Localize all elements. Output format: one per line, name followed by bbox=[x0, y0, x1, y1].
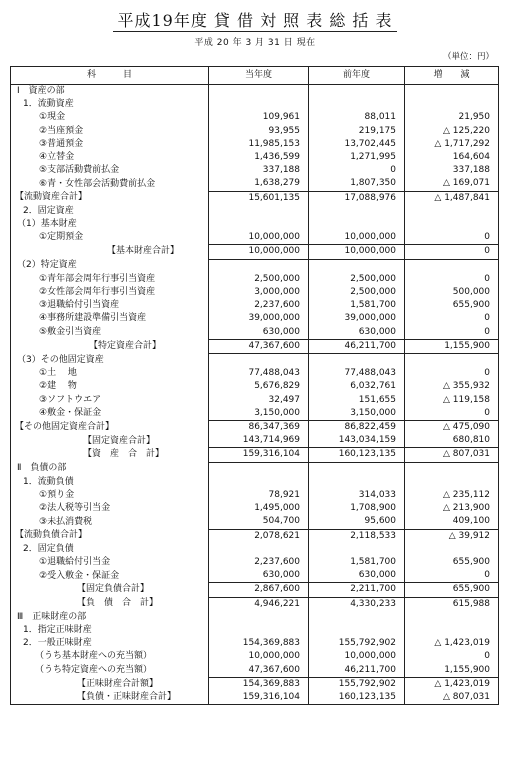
row-label: 【特定資産合計】 bbox=[11, 339, 209, 353]
row-label: 2．固定負債 bbox=[11, 543, 209, 556]
row-change-value bbox=[405, 354, 499, 368]
row-current-value: 47,367,600 bbox=[209, 664, 309, 678]
row-change-value: 0 bbox=[405, 650, 499, 663]
row-change-value: 0 bbox=[405, 367, 499, 380]
row-label: 【固定負債合計】 bbox=[11, 583, 209, 597]
row-previous-value: 77,488,043 bbox=[309, 367, 405, 380]
table-row bbox=[11, 448, 499, 462]
row-current-value: 11,985,153 bbox=[209, 138, 309, 151]
row-current-value: 2,237,600 bbox=[209, 299, 309, 312]
row-previous-value: 314,033 bbox=[309, 489, 405, 502]
row-previous-value: 46,211,700 bbox=[309, 664, 405, 678]
row-previous-value: 88,011 bbox=[309, 111, 405, 124]
balance-sheet-table bbox=[10, 66, 499, 705]
table-row bbox=[11, 543, 499, 556]
row-previous-value: 39,000,000 bbox=[309, 312, 405, 325]
document-title-text: 平成19年度 貸 借 対 照 表 総 括 表 bbox=[113, 11, 396, 32]
row-label: 【流動資産合計】 bbox=[11, 191, 209, 205]
row-change-value bbox=[405, 462, 499, 476]
table-row bbox=[11, 339, 499, 353]
table-row bbox=[11, 205, 499, 218]
row-change-value: △ 807,031 bbox=[405, 448, 499, 462]
row-change-value: 0 bbox=[405, 326, 499, 340]
row-current-value: 3,150,000 bbox=[209, 407, 309, 421]
row-previous-value: 2,211,700 bbox=[309, 583, 405, 597]
header-account: 科 目 bbox=[11, 67, 209, 85]
row-previous-value bbox=[309, 476, 405, 489]
row-current-value: 1,436,599 bbox=[209, 151, 309, 164]
table-row bbox=[11, 407, 499, 421]
row-change-value: 21,950 bbox=[405, 111, 499, 124]
row-change-value bbox=[405, 85, 499, 99]
row-label: （うち基本財産への充当額） bbox=[11, 650, 209, 663]
table-row bbox=[11, 529, 499, 543]
row-previous-value bbox=[309, 624, 405, 637]
row-current-value: 2,500,000 bbox=[209, 273, 309, 286]
row-label: 【その他固定資産合計】 bbox=[11, 421, 209, 435]
row-change-value: △ 807,031 bbox=[405, 691, 499, 705]
header-change: 増 減 bbox=[405, 67, 499, 85]
row-change-value bbox=[405, 205, 499, 218]
row-current-value: 2,237,600 bbox=[209, 556, 309, 569]
row-previous-value bbox=[309, 354, 405, 368]
row-current-value: 154,369,883 bbox=[209, 677, 309, 691]
row-current-value bbox=[209, 354, 309, 368]
row-change-value: 1,155,900 bbox=[405, 339, 499, 353]
row-current-value: 32,497 bbox=[209, 394, 309, 407]
row-current-value: 159,316,104 bbox=[209, 691, 309, 705]
row-previous-value bbox=[309, 259, 405, 273]
table-row bbox=[11, 677, 499, 691]
row-change-value: 0 bbox=[405, 312, 499, 325]
row-current-value bbox=[209, 205, 309, 218]
row-current-value: 630,000 bbox=[209, 326, 309, 340]
row-previous-value: 6,032,761 bbox=[309, 380, 405, 393]
row-label: （1）基本財産 bbox=[11, 218, 209, 231]
row-label: 【基本財産合計】 bbox=[11, 245, 209, 259]
document-title bbox=[0, 8, 510, 31]
row-label: ①退職給付引当金 bbox=[11, 556, 209, 569]
row-label: ⑥青・女性部会活動費前払金 bbox=[11, 177, 209, 191]
row-label: ①青年部会周年行事引当資産 bbox=[11, 273, 209, 286]
row-label: 【固定資産合計】 bbox=[11, 434, 209, 448]
row-previous-value: 13,702,445 bbox=[309, 138, 405, 151]
row-label: （2）特定資産 bbox=[11, 259, 209, 273]
row-previous-value: 143,034,159 bbox=[309, 434, 405, 448]
row-previous-value: 3,150,000 bbox=[309, 407, 405, 421]
unit-label: （単位：円） bbox=[442, 52, 494, 62]
row-label: 【正味財産合計額】 bbox=[11, 677, 209, 691]
row-current-value: 39,000,000 bbox=[209, 312, 309, 325]
table-body bbox=[11, 85, 499, 705]
row-current-value: 10,000,000 bbox=[209, 245, 309, 259]
table-row bbox=[11, 691, 499, 705]
table-row bbox=[11, 664, 499, 678]
row-current-value: 159,316,104 bbox=[209, 448, 309, 462]
row-change-value: △ 119,158 bbox=[405, 394, 499, 407]
header-previous-year: 前年度 bbox=[309, 67, 405, 85]
row-change-value: △ 1,487,841 bbox=[405, 191, 499, 205]
table-row bbox=[11, 476, 499, 489]
row-label: 【負債・正味財産合計】 bbox=[11, 691, 209, 705]
row-label: 2．一般正味財産 bbox=[11, 637, 209, 650]
row-change-value: △ 213,900 bbox=[405, 502, 499, 515]
row-label: ②建 物 bbox=[11, 380, 209, 393]
table-row bbox=[11, 286, 499, 299]
row-change-value bbox=[405, 259, 499, 273]
table-row bbox=[11, 191, 499, 205]
row-change-value: 409,100 bbox=[405, 515, 499, 529]
row-change-value: 0 bbox=[405, 245, 499, 259]
row-previous-value: 4,330,233 bbox=[309, 597, 405, 611]
row-label: ③普通預金 bbox=[11, 138, 209, 151]
row-previous-value bbox=[309, 611, 405, 624]
table-row bbox=[11, 354, 499, 368]
row-previous-value: 1,807,350 bbox=[309, 177, 405, 191]
row-change-value: 655,900 bbox=[405, 299, 499, 312]
row-previous-value: 0 bbox=[309, 164, 405, 177]
table-row bbox=[11, 650, 499, 663]
row-label: 1．流動負債 bbox=[11, 476, 209, 489]
row-current-value: 3,000,000 bbox=[209, 286, 309, 299]
row-previous-value bbox=[309, 218, 405, 231]
row-previous-value: 1,581,700 bbox=[309, 299, 405, 312]
row-label: ④敷金・保証金 bbox=[11, 407, 209, 421]
row-label: 2．固定資産 bbox=[11, 205, 209, 218]
row-label: ⑤支部活動費前払金 bbox=[11, 164, 209, 177]
table-row bbox=[11, 367, 499, 380]
row-current-value: 93,955 bbox=[209, 125, 309, 138]
row-change-value: 500,000 bbox=[405, 286, 499, 299]
row-current-value: 143,714,969 bbox=[209, 434, 309, 448]
row-current-value: 2,867,600 bbox=[209, 583, 309, 597]
table-row bbox=[11, 273, 499, 286]
table-row bbox=[11, 611, 499, 624]
row-change-value bbox=[405, 218, 499, 231]
row-label: ②法人税等引当金 bbox=[11, 502, 209, 515]
row-label: ④立替金 bbox=[11, 151, 209, 164]
row-change-value: 0 bbox=[405, 407, 499, 421]
table-row bbox=[11, 138, 499, 151]
row-current-value bbox=[209, 624, 309, 637]
table-row bbox=[11, 569, 499, 583]
table-row bbox=[11, 502, 499, 515]
table-row bbox=[11, 462, 499, 476]
row-change-value: △ 1,423,019 bbox=[405, 637, 499, 650]
row-current-value: 2,078,621 bbox=[209, 529, 309, 543]
row-change-value: △ 39,912 bbox=[405, 529, 499, 543]
row-current-value: 77,488,043 bbox=[209, 367, 309, 380]
row-previous-value: 630,000 bbox=[309, 326, 405, 340]
row-label: ④事務所建設準備引当資産 bbox=[11, 312, 209, 325]
row-previous-value: 17,088,976 bbox=[309, 191, 405, 205]
row-previous-value bbox=[309, 85, 405, 99]
row-label: ①土 地 bbox=[11, 367, 209, 380]
row-current-value bbox=[209, 218, 309, 231]
row-change-value bbox=[405, 98, 499, 111]
row-previous-value: 151,655 bbox=[309, 394, 405, 407]
row-current-value: 4,946,221 bbox=[209, 597, 309, 611]
row-current-value: 47,367,600 bbox=[209, 339, 309, 353]
row-current-value bbox=[209, 611, 309, 624]
row-previous-value: 95,600 bbox=[309, 515, 405, 529]
row-previous-value: 630,000 bbox=[309, 569, 405, 583]
row-change-value: 0 bbox=[405, 231, 499, 245]
table-header-row bbox=[11, 67, 499, 85]
table-row bbox=[11, 583, 499, 597]
table-row bbox=[11, 98, 499, 111]
row-label: 【流動負債合計】 bbox=[11, 529, 209, 543]
row-previous-value: 2,118,533 bbox=[309, 529, 405, 543]
row-previous-value: 10,000,000 bbox=[309, 650, 405, 663]
table-row bbox=[11, 380, 499, 393]
row-previous-value: 155,792,902 bbox=[309, 637, 405, 650]
table-row bbox=[11, 556, 499, 569]
table-row bbox=[11, 326, 499, 340]
row-current-value: 337,188 bbox=[209, 164, 309, 177]
row-change-value: 615,988 bbox=[405, 597, 499, 611]
row-change-value: 0 bbox=[405, 273, 499, 286]
row-label: Ⅲ 正味財産の部 bbox=[11, 611, 209, 624]
table-row bbox=[11, 624, 499, 637]
row-current-value: 109,961 bbox=[209, 111, 309, 124]
row-previous-value: 86,822,459 bbox=[309, 421, 405, 435]
row-current-value: 15,601,135 bbox=[209, 191, 309, 205]
row-label: ③ソフトウエア bbox=[11, 394, 209, 407]
row-change-value: △ 1,717,292 bbox=[405, 138, 499, 151]
table-row bbox=[11, 312, 499, 325]
row-label: （3）その他固定資産 bbox=[11, 354, 209, 368]
row-change-value bbox=[405, 543, 499, 556]
row-previous-value: 2,500,000 bbox=[309, 286, 405, 299]
row-previous-value: 10,000,000 bbox=[309, 231, 405, 245]
row-label: ①定期預金 bbox=[11, 231, 209, 245]
row-label: 【負 債 合 計】 bbox=[11, 597, 209, 611]
row-current-value: 10,000,000 bbox=[209, 231, 309, 245]
row-change-value: 680,810 bbox=[405, 434, 499, 448]
row-label: ①現金 bbox=[11, 111, 209, 124]
header-current-year: 当年度 bbox=[209, 67, 309, 85]
row-current-value: 10,000,000 bbox=[209, 650, 309, 663]
row-current-value bbox=[209, 543, 309, 556]
row-label: Ⅰ 資産の部 bbox=[11, 85, 209, 99]
table-row bbox=[11, 637, 499, 650]
row-current-value: 154,369,883 bbox=[209, 637, 309, 650]
row-label: 【資 産 合 計】 bbox=[11, 448, 209, 462]
row-previous-value bbox=[309, 462, 405, 476]
row-previous-value: 1,581,700 bbox=[309, 556, 405, 569]
row-current-value bbox=[209, 476, 309, 489]
table-row bbox=[11, 111, 499, 124]
row-current-value: 86,347,369 bbox=[209, 421, 309, 435]
row-label: ②受入敷金・保証金 bbox=[11, 569, 209, 583]
row-change-value: △ 235,112 bbox=[405, 489, 499, 502]
row-previous-value: 219,175 bbox=[309, 125, 405, 138]
table-row bbox=[11, 164, 499, 177]
row-current-value: 1,638,279 bbox=[209, 177, 309, 191]
row-label: 1．流動資産 bbox=[11, 98, 209, 111]
table-row bbox=[11, 125, 499, 138]
row-change-value: △ 1,423,019 bbox=[405, 677, 499, 691]
row-label: 1．指定正味財産 bbox=[11, 624, 209, 637]
row-change-value: △ 169,071 bbox=[405, 177, 499, 191]
row-current-value: 5,676,829 bbox=[209, 380, 309, 393]
row-current-value bbox=[209, 259, 309, 273]
row-change-value bbox=[405, 624, 499, 637]
row-label: ⑤敷金引当資産 bbox=[11, 326, 209, 340]
row-current-value: 504,700 bbox=[209, 515, 309, 529]
table-row bbox=[11, 421, 499, 435]
row-change-value: 655,900 bbox=[405, 583, 499, 597]
table-row bbox=[11, 259, 499, 273]
row-label: ①預り金 bbox=[11, 489, 209, 502]
table-row bbox=[11, 489, 499, 502]
row-label: ③未払消費税 bbox=[11, 515, 209, 529]
table-row bbox=[11, 85, 499, 99]
row-previous-value bbox=[309, 205, 405, 218]
row-current-value: 630,000 bbox=[209, 569, 309, 583]
row-previous-value: 155,792,902 bbox=[309, 677, 405, 691]
row-label: ③退職給付引当資産 bbox=[11, 299, 209, 312]
row-change-value: 0 bbox=[405, 569, 499, 583]
row-change-value: 1,155,900 bbox=[405, 664, 499, 678]
table-row bbox=[11, 151, 499, 164]
row-change-value: △ 125,220 bbox=[405, 125, 499, 138]
row-current-value bbox=[209, 98, 309, 111]
row-previous-value: 1,708,900 bbox=[309, 502, 405, 515]
row-label: ②当座預金 bbox=[11, 125, 209, 138]
row-previous-value: 10,000,000 bbox=[309, 245, 405, 259]
table-row bbox=[11, 515, 499, 529]
row-change-value bbox=[405, 476, 499, 489]
table-row bbox=[11, 231, 499, 245]
report-date: 平成 20 年 3 月 31 日 現在 bbox=[194, 38, 316, 48]
row-previous-value bbox=[309, 543, 405, 556]
table-row bbox=[11, 597, 499, 611]
row-change-value: 164,604 bbox=[405, 151, 499, 164]
table-row bbox=[11, 177, 499, 191]
row-change-value: 655,900 bbox=[405, 556, 499, 569]
row-previous-value: 160,123,135 bbox=[309, 691, 405, 705]
row-change-value: 337,188 bbox=[405, 164, 499, 177]
row-current-value bbox=[209, 85, 309, 99]
row-label: Ⅱ 負債の部 bbox=[11, 462, 209, 476]
row-change-value bbox=[405, 611, 499, 624]
table-row bbox=[11, 218, 499, 231]
row-change-value: △ 475,090 bbox=[405, 421, 499, 435]
row-previous-value: 2,500,000 bbox=[309, 273, 405, 286]
row-previous-value: 1,271,995 bbox=[309, 151, 405, 164]
table-row bbox=[11, 394, 499, 407]
table-row bbox=[11, 299, 499, 312]
row-previous-value: 160,123,135 bbox=[309, 448, 405, 462]
row-label: （うち特定資産への充当額） bbox=[11, 664, 209, 678]
row-current-value bbox=[209, 462, 309, 476]
row-previous-value: 46,211,700 bbox=[309, 339, 405, 353]
row-current-value: 1,495,000 bbox=[209, 502, 309, 515]
row-previous-value bbox=[309, 98, 405, 111]
row-change-value: △ 355,932 bbox=[405, 380, 499, 393]
table-row bbox=[11, 245, 499, 259]
row-label: ②女性部会周年行事引当資産 bbox=[11, 286, 209, 299]
table-row bbox=[11, 434, 499, 448]
row-current-value: 78,921 bbox=[209, 489, 309, 502]
